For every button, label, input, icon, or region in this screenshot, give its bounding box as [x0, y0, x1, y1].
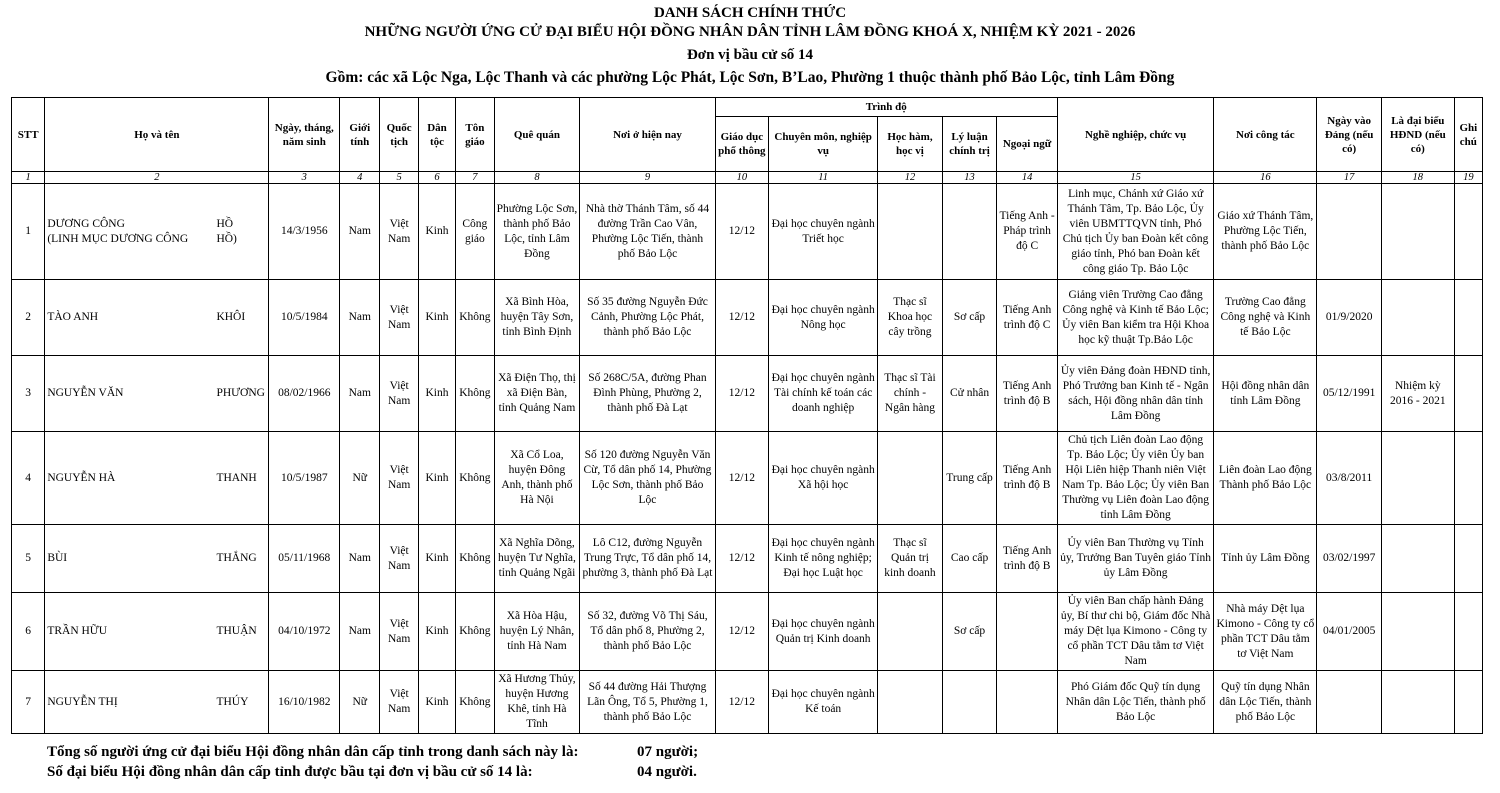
- column-number: 5: [380, 172, 418, 184]
- name-given-part: THANH: [216, 471, 257, 484]
- row-language: Tiếng Anh trình độ B: [997, 356, 1058, 432]
- row-language: Tiếng Anh trình độ C: [997, 280, 1058, 356]
- row-gender: Nam: [340, 525, 380, 593]
- row-academic: [878, 593, 943, 671]
- row-stt: 5: [12, 525, 45, 593]
- row-language: [997, 593, 1058, 671]
- col-workplace: Nơi công tác: [1214, 98, 1317, 172]
- row-nationality: Việt Nam: [380, 671, 418, 734]
- table-row: [12, 671, 1483, 734]
- row-note: [1454, 593, 1482, 671]
- column-number: 7: [456, 172, 494, 184]
- row-residence: Lô C12, đường Nguyễn Trung Trực, Tổ dân phố 14, phường 3, thành phố Đà Lạt: [580, 525, 715, 593]
- row-political: [942, 184, 997, 280]
- row-ethnicity: Kinh: [418, 432, 455, 525]
- row-hometown: Xã Nghĩa Dõng, huyện Tư Nghĩa, tỉnh Quảng Ngãi: [494, 525, 580, 593]
- row-party-date: 03/02/1997: [1317, 525, 1382, 593]
- col-residence: Nơi ở hiện nay: [580, 98, 715, 172]
- name-first-part: NGUYỄN VĂN: [47, 387, 124, 399]
- name-given-part: KHÔI: [216, 311, 246, 323]
- col-language: Ngoại ngữ: [997, 117, 1058, 172]
- row-political: Cao cấp: [942, 525, 997, 593]
- row-nationality: Việt Nam: [380, 432, 418, 525]
- row-occupation: Ủy viên Ban chấp hành Đảng ủy, Bí thư chi bộ, Giám đốc Nhà máy Dệt lụa Kimono - Công ty cổ phần TCT Dâu tằm tơ Việt Nam: [1057, 593, 1213, 671]
- row-occupation: Ủy viên Đảng đoàn HĐND tỉnh, Phó Trưởng ban Kinh tế - Ngân sách, Hội đồng nhân dân tỉnh Lâm Đồng: [1057, 356, 1213, 432]
- row-note: [1454, 184, 1482, 280]
- row-religion: Công giáo: [456, 184, 494, 280]
- row-workplace: Nhà máy Dệt lụa Kimono - Công ty cổ phần TCT Dâu tằm tơ Việt Nam: [1214, 593, 1317, 671]
- row-dob: 10/5/1987: [269, 432, 340, 525]
- row-residence: Số 44 đường Hải Thượng Lãn Ông, Tổ 5, Phường 1, thành phố Bảo Lộc: [580, 671, 715, 734]
- row-academic: [878, 671, 943, 734]
- row-ethnicity: Kinh: [418, 280, 455, 356]
- row-ethnicity: Kinh: [418, 671, 455, 734]
- col-note: Ghi chú: [1454, 98, 1482, 172]
- row-general-edu: 12/12: [715, 593, 769, 671]
- name-first-part: DƯƠNG CÔNG (LINH MỤC DƯƠNG CÔNG: [47, 217, 189, 245]
- table-row: [12, 593, 1483, 671]
- row-language: Tiếng Anh trình độ B: [997, 525, 1058, 593]
- row-workplace: Quỹ tín dụng Nhân dân Lộc Tiến, thành phố Bảo Lộc: [1214, 671, 1317, 734]
- col-occupation: Nghề nghiệp, chức vụ: [1057, 98, 1213, 172]
- row-occupation: Giảng viên Trường Cao đẳng Công nghệ và Kinh tế Bảo Lộc; Ủy viên Ban kiểm tra Hội Khoa học kỹ thuật Tp.Bảo Lộc: [1057, 280, 1213, 356]
- row-name: [45, 525, 269, 593]
- row-hometown: Xã Điện Thọ, thị xã Điện Bàn, tỉnh Quảng Nam: [494, 356, 580, 432]
- row-name: [45, 184, 269, 280]
- row-religion: Không: [456, 525, 494, 593]
- row-note: [1454, 356, 1482, 432]
- document-subtitle: NHỮNG NGƯỜI ỨNG CỬ ĐẠI BIỂU HỘI ĐỒNG NHÂN DÂN TỈNH LÂM ĐỒNG KHOÁ X, NHIỆM KỲ 2021 - 2026: [364, 24, 1136, 40]
- column-number: 17: [1317, 172, 1382, 184]
- row-note: [1454, 280, 1482, 356]
- summary-seats-value: 04 người.: [637, 764, 697, 780]
- col-religion: Tôn giáo: [456, 98, 494, 172]
- row-language: Tiếng Anh trình độ B: [997, 432, 1058, 525]
- column-number: 2: [45, 172, 269, 184]
- row-stt: 6: [12, 593, 45, 671]
- header-row-top: [12, 98, 1483, 117]
- col-general-edu: Giáo dục phổ thông: [715, 117, 769, 172]
- name-given-part: THÚY: [216, 695, 249, 708]
- table-row: [12, 525, 1483, 593]
- row-ethnicity: Kinh: [418, 356, 455, 432]
- row-dob: 04/10/1972: [269, 593, 340, 671]
- row-nationality: Việt Nam: [380, 525, 418, 593]
- candidate-table: [11, 97, 1483, 734]
- document-title: DANH SÁCH CHÍNH THỨC: [653, 5, 847, 21]
- row-ethnicity: Kinh: [418, 184, 455, 280]
- row-language: [997, 671, 1058, 734]
- row-language: Tiếng Anh - Pháp trình độ C: [997, 184, 1058, 280]
- col-dob: Ngày, tháng, năm sinh: [269, 98, 340, 172]
- electoral-unit-scope: Gồm: các xã Lộc Nga, Lộc Thanh và các phường Lộc Phát, Lộc Sơn, B’Lao, Phường 1 thuộc thành phố Bảo Lộc, tỉnh Lâm Đồng: [325, 69, 1175, 86]
- summary-elected-seats: [47, 762, 698, 782]
- row-note: [1454, 525, 1482, 593]
- table-row: [12, 280, 1483, 356]
- electoral-unit: Đơn vị bầu cử số 14: [686, 47, 814, 63]
- row-party-date: 01/9/2020: [1317, 280, 1382, 356]
- table-row: [12, 356, 1483, 432]
- row-religion: Không: [456, 356, 494, 432]
- row-name: [45, 432, 269, 525]
- summary-seats-label: Số đại biểu Hội đồng nhân dân cấp tỉnh được bầu tại đơn vị bầu cử số 14 là:: [47, 764, 533, 780]
- col-hometown: Quê quán: [494, 98, 580, 172]
- row-occupation: Linh mục, Chánh xứ Giáo xứ Thánh Tâm, Tp. Bảo Lộc, Ủy viên UBMTTQVN tỉnh, Phó Chủ tịch Ủy ban Đoàn kết công giáo tỉnh, Phó ban Đoàn kết công giáo Tp. Bảo Lộc: [1057, 184, 1213, 280]
- row-hometown: Xã Cổ Loa, huyện Đông Anh, thành phố Hà Nội: [494, 432, 580, 525]
- row-workplace: Liên đoàn Lao động Thành phố Bảo Lộc: [1214, 432, 1317, 525]
- table-row: [12, 432, 1483, 525]
- row-note: [1454, 671, 1482, 734]
- column-number: 13: [942, 172, 997, 184]
- column-number: 9: [580, 172, 715, 184]
- row-delegate: Nhiệm kỳ 2016 - 2021: [1381, 356, 1454, 432]
- row-stt: 7: [12, 671, 45, 734]
- row-party-date: [1317, 671, 1382, 734]
- row-general-edu: 12/12: [715, 432, 769, 525]
- column-number: 11: [769, 172, 878, 184]
- col-stt: STT: [12, 98, 45, 172]
- document-header: [0, 4, 1500, 90]
- name-first-part: TRẦN HỮU: [47, 625, 108, 637]
- row-occupation: Chủ tịch Liên đoàn Lao động Tp. Bảo Lộc; Ủy viên Ủy ban Hội Liên hiệp Thanh niên Việt Nam Tp. Bảo Lộc; Ủy viên Ban Thường vụ Liên đoàn Lao động tỉnh Lâm Đồng: [1057, 432, 1213, 525]
- name-first-part: BÙI: [47, 552, 68, 564]
- row-hometown: Xã Hương Thủy, huyện Hương Khê, tỉnh Hà Tĩnh: [494, 671, 580, 734]
- row-political: [942, 671, 997, 734]
- row-party-date: 04/01/2005: [1317, 593, 1382, 671]
- row-political: Trung cấp: [942, 432, 997, 525]
- row-religion: Không: [456, 280, 494, 356]
- row-residence: Số 35 đường Nguyễn Đức Cảnh, Phường Lộc Phát, thành phố Bảo Lộc: [580, 280, 715, 356]
- column-number: 16: [1214, 172, 1317, 184]
- row-specialty: Đại học chuyên ngành Kinh tế nông nghiệp; Đại học Luật học: [769, 525, 878, 593]
- row-hometown: Xã Bình Hòa, huyện Tây Sơn, tỉnh Bình Định: [494, 280, 580, 356]
- row-party-date: [1317, 184, 1382, 280]
- row-political: Sơ cấp: [942, 593, 997, 671]
- row-academic: [878, 432, 943, 525]
- row-dob: 05/11/1968: [269, 525, 340, 593]
- row-nationality: Việt Nam: [380, 280, 418, 356]
- row-ethnicity: Kinh: [418, 525, 455, 593]
- row-specialty: Đại học chuyên ngành Quản trị Kinh doanh: [769, 593, 878, 671]
- column-number: 3: [269, 172, 340, 184]
- name-given-part: PHƯƠNG: [216, 387, 265, 399]
- col-gender: Giới tính: [340, 98, 380, 172]
- column-number: 15: [1057, 172, 1213, 184]
- row-residence: Nhà thờ Thánh Tâm, số 44 đường Trần Cao Vân, Phường Lộc Tiến, thành phố Bảo Lộc: [580, 184, 715, 280]
- col-specialty: Chuyên môn, nghiệp vụ: [769, 117, 878, 172]
- row-academic: [878, 184, 943, 280]
- row-name: [45, 356, 269, 432]
- row-academic: Thạc sĩ Tài chính - Ngân hàng: [878, 356, 943, 432]
- row-party-date: 05/12/1991: [1317, 356, 1382, 432]
- row-religion: Không: [456, 671, 494, 734]
- row-workplace: Tỉnh ủy Lâm Đồng: [1214, 525, 1317, 593]
- summary: [47, 742, 698, 782]
- col-academic: Học hàm, học vị: [878, 117, 943, 172]
- row-workplace: Giáo xứ Thánh Tâm, Phường Lộc Tiến, thành phố Bảo Lộc: [1214, 184, 1317, 280]
- candidate-rows: [12, 184, 1483, 734]
- row-ethnicity: Kinh: [418, 593, 455, 671]
- row-dob: 08/02/1966: [269, 356, 340, 432]
- row-party-date: 03/8/2011: [1317, 432, 1382, 525]
- row-name: [45, 671, 269, 734]
- col-name: Họ và tên: [45, 98, 269, 172]
- column-number: 12: [878, 172, 943, 184]
- column-number-row: [12, 172, 1483, 184]
- col-nationality: Quốc tịch: [380, 98, 418, 172]
- row-hometown: Xã Hòa Hậu, huyện Lý Nhân, tỉnh Hà Nam: [494, 593, 580, 671]
- summary-total-candidates: [47, 742, 698, 762]
- row-delegate: [1381, 525, 1454, 593]
- row-delegate: [1381, 432, 1454, 525]
- row-residence: Số 120 đường Nguyễn Văn Cừ, Tổ dân phố 14, Phường Lộc Sơn, thành phố Bảo Lộc: [580, 432, 715, 525]
- row-residence: Số 32, đường Võ Thị Sáu, Tổ dân phố 8, Phường 2, thành phố Bảo Lộc: [580, 593, 715, 671]
- row-stt: 2: [12, 280, 45, 356]
- row-stt: 4: [12, 432, 45, 525]
- row-gender: Nam: [340, 593, 380, 671]
- name-first-part: NGUYỄN THỊ: [47, 695, 118, 708]
- row-religion: Không: [456, 593, 494, 671]
- row-political: Cử nhân: [942, 356, 997, 432]
- col-delegate: Là đại biểu HĐND (nếu có): [1381, 98, 1454, 172]
- column-number: 10: [715, 172, 769, 184]
- row-delegate: [1381, 671, 1454, 734]
- row-specialty: Đại học chuyên ngành Xã hội học: [769, 432, 878, 525]
- row-nationality: Việt Nam: [380, 593, 418, 671]
- col-education-group: Trình độ: [715, 98, 1057, 117]
- col-ethnicity: Dân tộc: [418, 98, 455, 172]
- row-specialty: Đại học chuyên ngành Triết học: [769, 184, 878, 280]
- row-academic: Thạc sĩ Quản trị kinh doanh: [878, 525, 943, 593]
- name-given-part: HỒ HỒ): [216, 217, 237, 245]
- column-number: 14: [997, 172, 1058, 184]
- name-first-part: TÀO ANH: [47, 311, 99, 323]
- name-given-part: THẮNG: [216, 552, 257, 564]
- row-gender: Nam: [340, 184, 380, 280]
- row-nationality: Việt Nam: [380, 356, 418, 432]
- row-residence: Số 268C/5A, đường Phan Đình Phùng, Phường 2, thành phố Đà Lạt: [580, 356, 715, 432]
- column-number: 1: [12, 172, 45, 184]
- column-number: 4: [340, 172, 380, 184]
- row-general-edu: 12/12: [715, 280, 769, 356]
- column-number: 18: [1381, 172, 1454, 184]
- row-dob: 16/10/1982: [269, 671, 340, 734]
- row-general-edu: 12/12: [715, 356, 769, 432]
- row-specialty: Đại học chuyên ngành Nông học: [769, 280, 878, 356]
- row-academic: Thạc sĩ Khoa học cây trồng: [878, 280, 943, 356]
- col-party-date: Ngày vào Đảng (nếu có): [1317, 98, 1382, 172]
- row-stt: 3: [12, 356, 45, 432]
- row-specialty: Đại học chuyên ngành Kế toán: [769, 671, 878, 734]
- row-stt: 1: [12, 184, 45, 280]
- row-occupation: Ủy viên Ban Thường vụ Tỉnh ủy, Trưởng Ban Tuyên giáo Tỉnh ủy Lâm Đồng: [1057, 525, 1213, 593]
- row-delegate: [1381, 184, 1454, 280]
- column-number: 19: [1454, 172, 1482, 184]
- row-name: [45, 593, 269, 671]
- column-number: 8: [494, 172, 580, 184]
- row-delegate: [1381, 593, 1454, 671]
- row-political: Sơ cấp: [942, 280, 997, 356]
- column-number: 6: [418, 172, 455, 184]
- row-name: [45, 280, 269, 356]
- row-general-edu: 12/12: [715, 525, 769, 593]
- table-row: [12, 184, 1483, 280]
- row-nationality: Việt Nam: [380, 184, 418, 280]
- row-hometown: Phường Lộc Sơn, thành phố Bảo Lộc, tỉnh Lâm Đồng: [494, 184, 580, 280]
- row-general-edu: 12/12: [715, 184, 769, 280]
- summary-total-value: 07 người;: [637, 744, 699, 760]
- row-general-edu: 12/12: [715, 671, 769, 734]
- row-religion: Không: [456, 432, 494, 525]
- row-gender: Nữ: [340, 671, 380, 734]
- row-dob: 14/3/1956: [269, 184, 340, 280]
- summary-total-label: Tổng số người ứng cử đại biểu Hội đồng nhân dân cấp tỉnh trong danh sách này là:: [47, 744, 579, 760]
- row-dob: 10/5/1984: [269, 280, 340, 356]
- name-first-part: NGUYỄN HÀ: [47, 471, 116, 484]
- name-given-part: THUẬN: [216, 625, 257, 637]
- row-note: [1454, 432, 1482, 525]
- row-gender: Nam: [340, 356, 380, 432]
- col-political: Lý luận chính trị: [942, 117, 997, 172]
- row-delegate: [1381, 280, 1454, 356]
- row-specialty: Đại học chuyên ngành Tài chính kế toán các doanh nghiệp: [769, 356, 878, 432]
- row-workplace: Trường Cao đẳng Công nghệ và Kinh tế Bảo Lộc: [1214, 280, 1317, 356]
- row-workplace: Hội đồng nhân dân tỉnh Lâm Đồng: [1214, 356, 1317, 432]
- row-occupation: Phó Giám đốc Quỹ tín dụng Nhân dân Lộc Tiến, thành phố Bảo Lộc: [1057, 671, 1213, 734]
- row-gender: Nam: [340, 280, 380, 356]
- row-gender: Nữ: [340, 432, 380, 525]
